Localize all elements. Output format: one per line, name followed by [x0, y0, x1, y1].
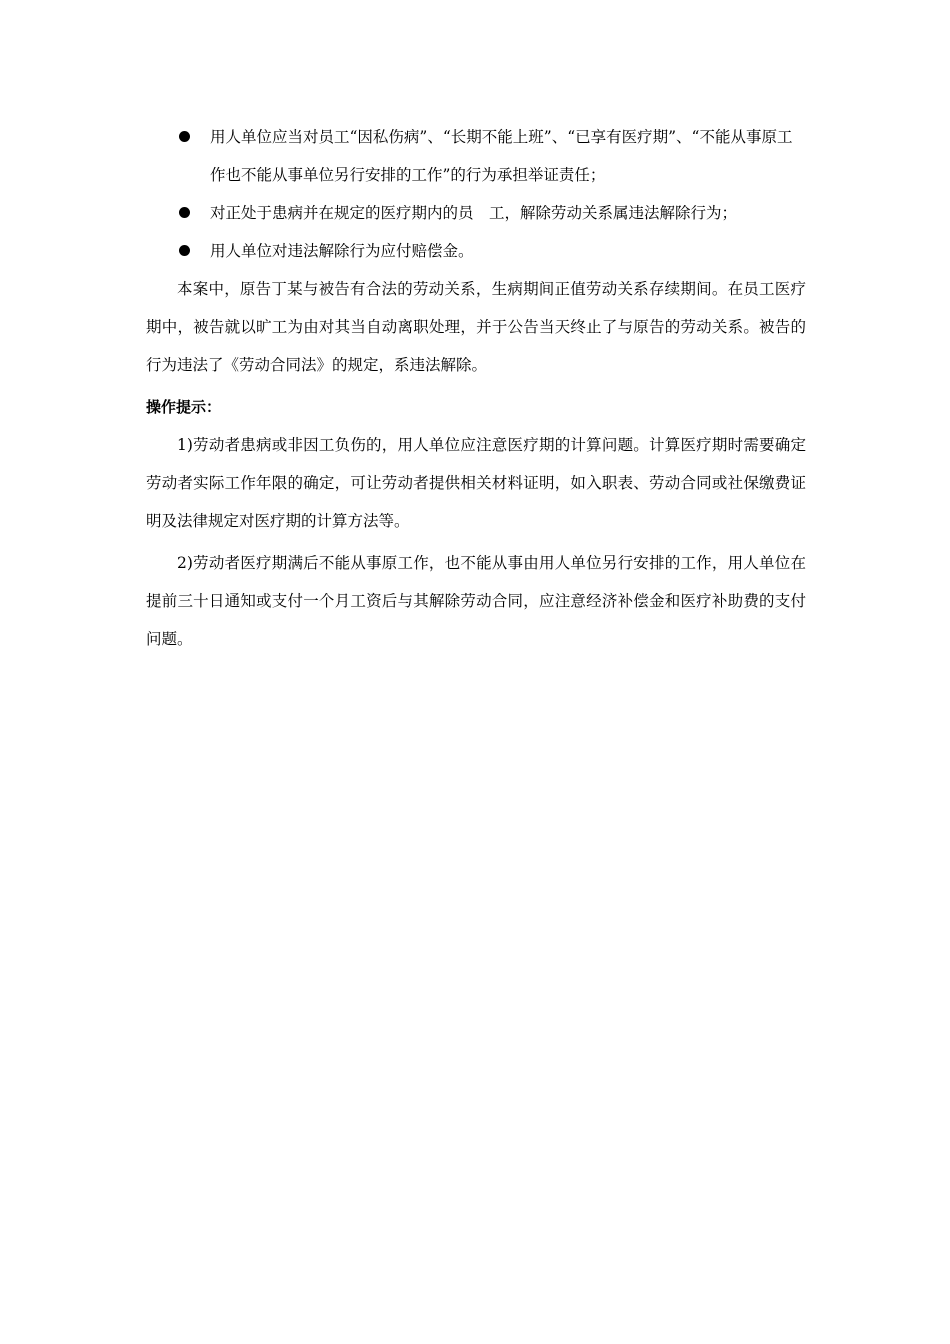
bullet-dot-icon — [179, 245, 190, 256]
bullet-item — [146, 194, 806, 232]
tips-heading: 操作提示： — [146, 398, 222, 416]
bullet-item — [146, 232, 806, 270]
bullet-text: 用人单位对违法解除行为应付赔偿金。 — [210, 242, 474, 260]
bullet-text: 对正处于患病并在规定的医疗期内的员 工，解除劳动关系属违法解除行为； — [210, 204, 738, 222]
tip-paragraph: 1)劳动者患病或非因工负伤的，用人单位应注意医疗期的计算问题。计算医疗期时需要确定劳动者实际工作年限的确定，可让劳动者提供相关材料证明，如入职表、劳动合同或社保缴费证明及法律规定对医疗期的计算方法等。 — [146, 436, 806, 530]
bullet-item — [146, 118, 806, 194]
bullet-text: 用人单位应当对员工“因私伤病”、“长期不能上班”、“已享有医疗期”、“不能从事原工作也不能从事单位另行安排的工作”的行为承担举证责任； — [210, 128, 793, 184]
bullet-dot-icon — [179, 207, 190, 218]
tip-paragraph: 2)劳动者医疗期满后不能从事原工作，也不能从事由用人单位另行安排的工作，用人单位在提前三十日通知或支付一个月工资后与其解除劳动合同，应注意经济补偿金和医疗补助费的支付问题。 — [146, 554, 806, 648]
case-paragraph: 本案中，原告丁某与被告有合法的劳动关系，生病期间正值劳动关系存续期间。在员工医疗期中，被告就以旷工为由对其当自动离职处理，并于公告当天终止了与原告的劳动关系。被告的行为违法了《劳动合同法》的规定，系违法解除。 — [146, 280, 806, 374]
bullet-dot-icon — [179, 131, 190, 142]
document-body — [146, 118, 806, 658]
